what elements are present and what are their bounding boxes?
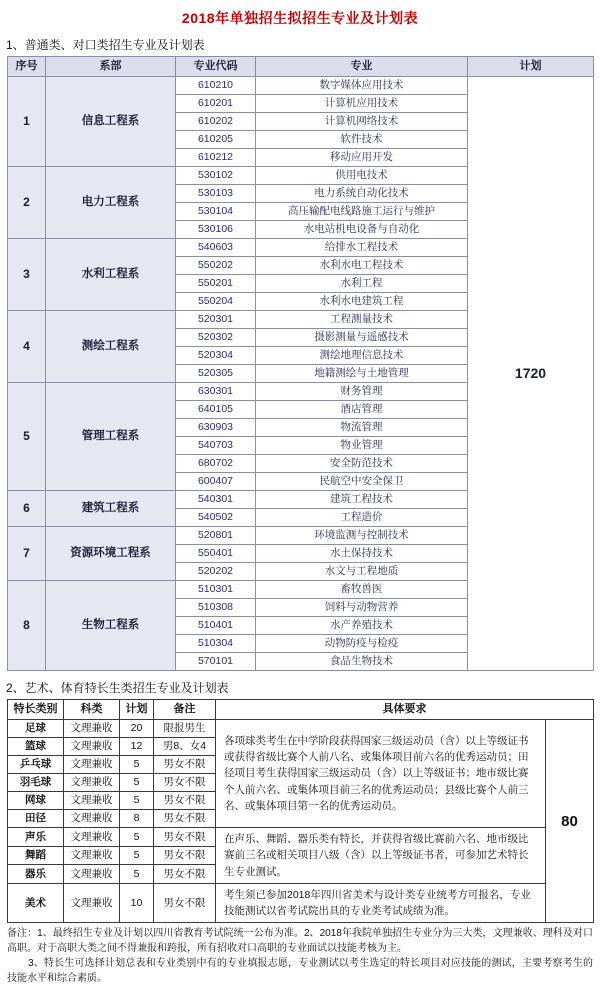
table-row: [8, 883, 594, 923]
group-dept: 生物工程系: [46, 581, 176, 671]
major-code: 520302: [176, 329, 256, 347]
specialty-name: 足球: [8, 720, 64, 738]
major-code: 510304: [176, 635, 256, 653]
major-code: 540502: [176, 509, 256, 527]
footnote-line-1: 备注：1、最终招生专业及计划以四川省教育考试院统一公布为准。2、2018年我院单独招生专业分为三大类，文理兼收、理科及对口高职。对于高职大类之间不得兼报和跨报，所有招收对口高职的专业面试以技能考核为主。: [7, 928, 593, 955]
major-name: 水产养殖技术: [256, 617, 468, 635]
specialty-subject: 文理兼收: [64, 865, 120, 884]
group-dept: 管理工程系: [46, 383, 176, 491]
specialty-subject: 文理兼收: [64, 810, 120, 828]
col-specialty-type: 特长类别: [8, 700, 64, 720]
specialty-subject: 文理兼收: [64, 883, 120, 923]
major-name: 工程测量技术: [256, 311, 468, 329]
footnote: [7, 926, 593, 986]
specialty-name: 篮球: [8, 738, 64, 756]
group-no: 5: [8, 383, 46, 491]
requirement-fineart: 考生须已参加2018年四川省美术与设计类专业统考方可报名，专业技能测试以省考试院出具的专业类考试成绩为准。: [216, 883, 546, 923]
specialty-subject: 文理兼收: [64, 828, 120, 847]
major-code: 520202: [176, 563, 256, 581]
major-code: 520801: [176, 527, 256, 545]
major-name: 水利工程: [256, 275, 468, 293]
major-name: 水利水电建筑工程: [256, 293, 468, 311]
group-dept: 资源环境工程系: [46, 527, 176, 581]
major-code: 550204: [176, 293, 256, 311]
specialty-subject: 文理兼收: [64, 774, 120, 792]
col-no: 序号: [8, 57, 46, 77]
group-dept: 信息工程系: [46, 77, 176, 167]
major-name: 饲料与动物营养: [256, 599, 468, 617]
major-code: 530106: [176, 221, 256, 239]
specialty-note: 男女不限: [154, 883, 216, 923]
major-name: 电力系统自动化技术: [256, 185, 468, 203]
specialty-note: 男女不限: [154, 792, 216, 810]
group-no: 7: [8, 527, 46, 581]
col-dept: 系部: [46, 57, 176, 77]
specialty-plan: 8: [120, 810, 154, 828]
specialty-total: 80: [546, 720, 594, 923]
major-name: 地籍测绘与土地管理: [256, 365, 468, 383]
major-name: 物流管理: [256, 419, 468, 437]
major-name: 安全防范技术: [256, 455, 468, 473]
specialty-plan: 10: [120, 883, 154, 923]
group-no: 3: [8, 239, 46, 311]
col-plan: 计划: [468, 57, 594, 77]
specialty-note: 男8、女4: [154, 738, 216, 756]
specialty-subject: 文理兼收: [64, 792, 120, 810]
section-2-title: 2、艺术、体育特长生类招生专业及计划表: [6, 681, 229, 695]
col-code: 专业代码: [176, 57, 256, 77]
major-code: 510308: [176, 599, 256, 617]
major-code: 530104: [176, 203, 256, 221]
specialty-plan: 5: [120, 792, 154, 810]
major-code: 570101: [176, 653, 256, 671]
major-name: 水电站机电设备与自动化: [256, 221, 468, 239]
specialty-name: 器乐: [8, 865, 64, 884]
specialty-name: 田径: [8, 810, 64, 828]
group-no: 2: [8, 167, 46, 239]
admission-plan-table: [7, 56, 594, 671]
major-code: 550401: [176, 545, 256, 563]
major-name: 工程造价: [256, 509, 468, 527]
specialty-note: 男女不限: [154, 828, 216, 847]
specialty-name: 声乐: [8, 828, 64, 847]
major-code: 610202: [176, 113, 256, 131]
specialty-plan-table: [7, 699, 594, 923]
table1-body: [8, 77, 594, 671]
major-code: 610212: [176, 149, 256, 167]
specialty-subject: 文理兼收: [64, 738, 120, 756]
specialty-name: 乒乓球: [8, 756, 64, 774]
specialty-note: 男女不限: [154, 865, 216, 884]
section-1-title: 1、普通类、对口类招生专业及计划表: [6, 38, 205, 52]
page-title: 2018年单独招生拟招生专业及计划表: [181, 10, 419, 26]
specialty-subject: 文理兼收: [64, 756, 120, 774]
major-name: 食品生物技术: [256, 653, 468, 671]
table-row: [8, 77, 594, 95]
major-name: 软件技术: [256, 131, 468, 149]
specialty-plan: 12: [120, 738, 154, 756]
group-no: 4: [8, 311, 46, 383]
plan-total: 1720: [468, 77, 594, 671]
major-code: 540603: [176, 239, 256, 257]
major-code: 530102: [176, 167, 256, 185]
major-code: 630301: [176, 383, 256, 401]
major-name: 动物防疫与检疫: [256, 635, 468, 653]
major-name: 测绘地理信息技术: [256, 347, 468, 365]
major-code: 550202: [176, 257, 256, 275]
major-name: 财务管理: [256, 383, 468, 401]
major-name: 水土保持技术: [256, 545, 468, 563]
major-name: 物业管理: [256, 437, 468, 455]
major-code: 600407: [176, 473, 256, 491]
specialty-note: 男女不限: [154, 810, 216, 828]
major-name: 畜牧兽医: [256, 581, 468, 599]
group-no: 6: [8, 491, 46, 527]
specialty-name: 网球: [8, 792, 64, 810]
major-code: 640105: [176, 401, 256, 419]
specialty-note: 限报男生: [154, 720, 216, 738]
specialty-subject: 文理兼收: [64, 720, 120, 738]
specialty-plan: 5: [120, 774, 154, 792]
col-note: 备注: [154, 700, 216, 720]
major-name: 水利水电工程技术: [256, 257, 468, 275]
specialty-name: 羽毛球: [8, 774, 64, 792]
major-code: 550201: [176, 275, 256, 293]
specialty-plan: 20: [120, 720, 154, 738]
specialty-subject: 文理兼收: [64, 846, 120, 865]
major-name: 摄影测量与遥感技术: [256, 329, 468, 347]
major-name: 给排水工程技术: [256, 239, 468, 257]
specialty-note: 男女不限: [154, 846, 216, 865]
specialty-plan: 5: [120, 756, 154, 774]
major-code: 540703: [176, 437, 256, 455]
specialty-plan: 5: [120, 865, 154, 884]
major-code: 530103: [176, 185, 256, 203]
col-subject: 科类: [64, 700, 120, 720]
major-name: 环境监测与控制技术: [256, 527, 468, 545]
col-requirements: 具体要求: [216, 700, 594, 720]
major-code: 630903: [176, 419, 256, 437]
major-name: 计算机网络技术: [256, 113, 468, 131]
footnote-line-2: 3、特长生可选择计划总表和专业类别中有的专业填报志愿，专业测试以考生选定的特长项目对应技能的测试，主要考察考生的技能水平和综合素质。: [7, 958, 593, 985]
col-major: 专业: [256, 57, 468, 77]
major-code: 540301: [176, 491, 256, 509]
table-row: [8, 828, 594, 847]
major-name: 供用电技术: [256, 167, 468, 185]
major-code: 610210: [176, 77, 256, 95]
group-dept: 电力工程系: [46, 167, 176, 239]
major-code: 680702: [176, 455, 256, 473]
major-code: 510401: [176, 617, 256, 635]
specialty-note: 男女不限: [154, 756, 216, 774]
group-dept: 建筑工程系: [46, 491, 176, 527]
table-row: [8, 720, 594, 738]
group-no: 8: [8, 581, 46, 671]
major-name: 水文与工程地质: [256, 563, 468, 581]
table2-body: [8, 720, 594, 923]
group-dept: 水利工程系: [46, 239, 176, 311]
major-name: 高压输配电线路施工运行与维护: [256, 203, 468, 221]
major-code: 520305: [176, 365, 256, 383]
specialty-plan: 5: [120, 846, 154, 865]
group-no: 1: [8, 77, 46, 167]
major-code: 520304: [176, 347, 256, 365]
major-code: 610205: [176, 131, 256, 149]
major-code: 610201: [176, 95, 256, 113]
major-name: 移动应用开发: [256, 149, 468, 167]
requirement-art: 在声乐、舞蹈、器乐类有特长，并获得省级比赛前六名、地市级比赛前三名或相关项目八级（含）以上等级证书者，可参加艺术特长生专业测试。: [216, 828, 546, 884]
specialty-name: 美术: [8, 883, 64, 923]
specialty-note: 男女不限: [154, 774, 216, 792]
group-dept: 测绘工程系: [46, 311, 176, 383]
specialty-plan: 5: [120, 828, 154, 847]
requirement-sports: 各项球类考生在中学阶段获得国家三级运动员（含）以上等级证书或获得省级比赛个人前八名、或集体项目前六名的优秀运动员；田径项目考生获得国家三级运动员（含）以上等级证书；地市级比赛个人前六名、或集体项目前三名的优秀运动员；县级比赛个人前三名、或集体项目第一名的优秀运动员。: [216, 720, 546, 828]
major-code: 520301: [176, 311, 256, 329]
table-header-row: [8, 57, 594, 77]
table-header-row: [8, 700, 594, 720]
specialty-name: 舞蹈: [8, 846, 64, 865]
major-name: 计算机应用技术: [256, 95, 468, 113]
major-name: 数字媒体应用技术: [256, 77, 468, 95]
major-name: 建筑工程技术: [256, 491, 468, 509]
col-plan: 计划: [120, 700, 154, 720]
major-code: 510301: [176, 581, 256, 599]
major-name: 酒店管理: [256, 401, 468, 419]
major-name: 民航空中安全保卫: [256, 473, 468, 491]
